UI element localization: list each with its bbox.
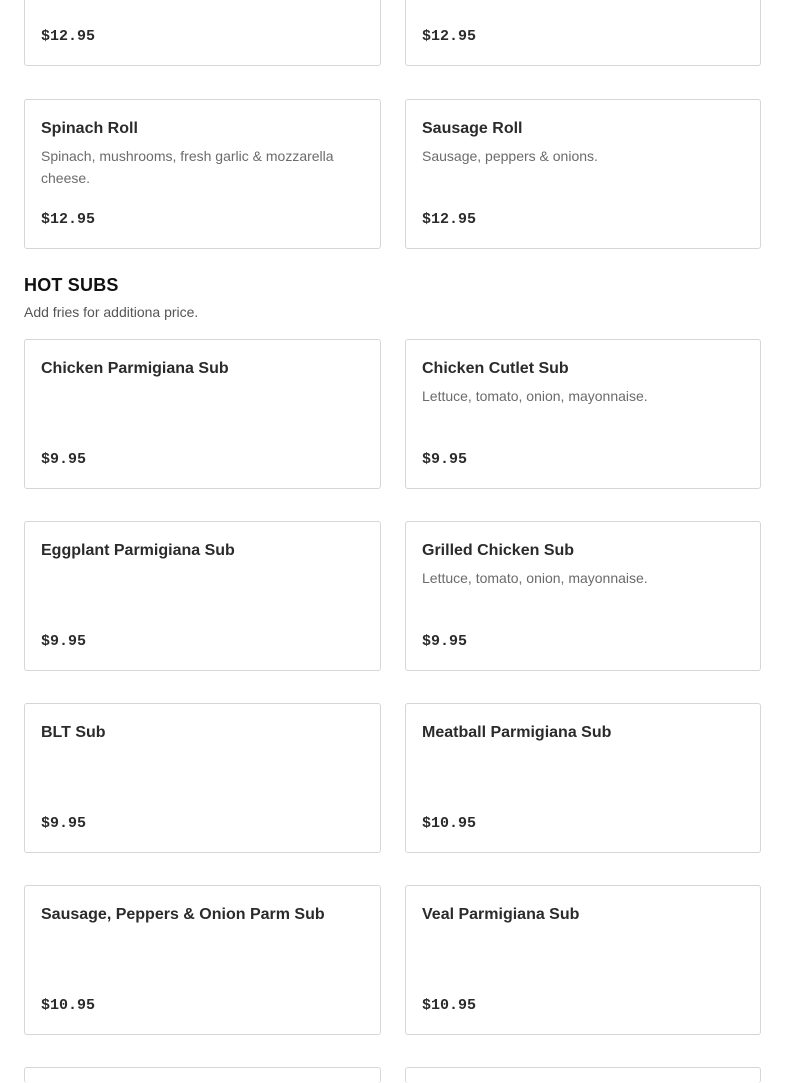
item-name: BLT Sub	[41, 724, 106, 741]
menu-item-card[interactable]	[24, 339, 381, 489]
item-name: Spinach Roll	[41, 120, 138, 137]
item-name: Meatball Parmigiana Sub	[422, 724, 612, 741]
item-price: $9.95	[41, 815, 87, 832]
menu-item-card[interactable]	[405, 0, 761, 66]
item-price: $12.95	[41, 28, 96, 45]
item-price: $12.95	[422, 28, 477, 45]
menu-item-card[interactable]	[405, 1067, 761, 1083]
menu-item-card[interactable]	[405, 339, 761, 489]
item-price: $10.95	[41, 997, 96, 1014]
item-name: Grilled Chicken Sub	[422, 542, 575, 559]
item-description: Sausage, peppers & onions.	[422, 148, 598, 164]
menu-item-card[interactable]	[405, 99, 761, 249]
menu-item-card[interactable]	[24, 1067, 381, 1083]
menu-item-card[interactable]	[405, 703, 761, 853]
item-price: $9.95	[41, 451, 87, 468]
item-price: $10.95	[422, 997, 477, 1014]
item-price: $12.95	[41, 211, 96, 228]
item-name: Chicken Cutlet Sub	[422, 360, 569, 377]
item-name: Sausage, Peppers & Onion Parm Sub	[41, 906, 325, 923]
item-price: $9.95	[422, 633, 468, 650]
item-name: Veal Parmigiana Sub	[422, 906, 580, 923]
menu-item-card[interactable]	[24, 0, 381, 66]
item-description: Lettuce, tomato, onion, mayonnaise.	[422, 388, 648, 404]
item-name: Sausage Roll	[422, 120, 523, 137]
item-price: $10.95	[422, 815, 477, 832]
item-description: Lettuce, tomato, onion, mayonnaise.	[422, 570, 648, 586]
item-name: Eggplant Parmigiana Sub	[41, 542, 235, 559]
menu-item-card[interactable]	[24, 521, 381, 671]
item-price: $9.95	[41, 633, 87, 650]
item-name: Chicken Parmigiana Sub	[41, 360, 229, 377]
section-note: Add fries for additiona price.	[24, 304, 199, 320]
menu-item-card[interactable]	[24, 885, 381, 1035]
menu-item-card[interactable]	[24, 703, 381, 853]
item-price: $12.95	[422, 211, 477, 228]
item-price: $9.95	[422, 451, 468, 468]
section-title: HOT SUBS	[24, 275, 119, 295]
menu-item-card[interactable]	[405, 521, 761, 671]
menu-item-card[interactable]	[24, 99, 381, 249]
menu-item-card[interactable]	[405, 885, 761, 1035]
item-description: Spinach, mushrooms, fresh garlic & mozzarella cheese.	[41, 148, 334, 186]
